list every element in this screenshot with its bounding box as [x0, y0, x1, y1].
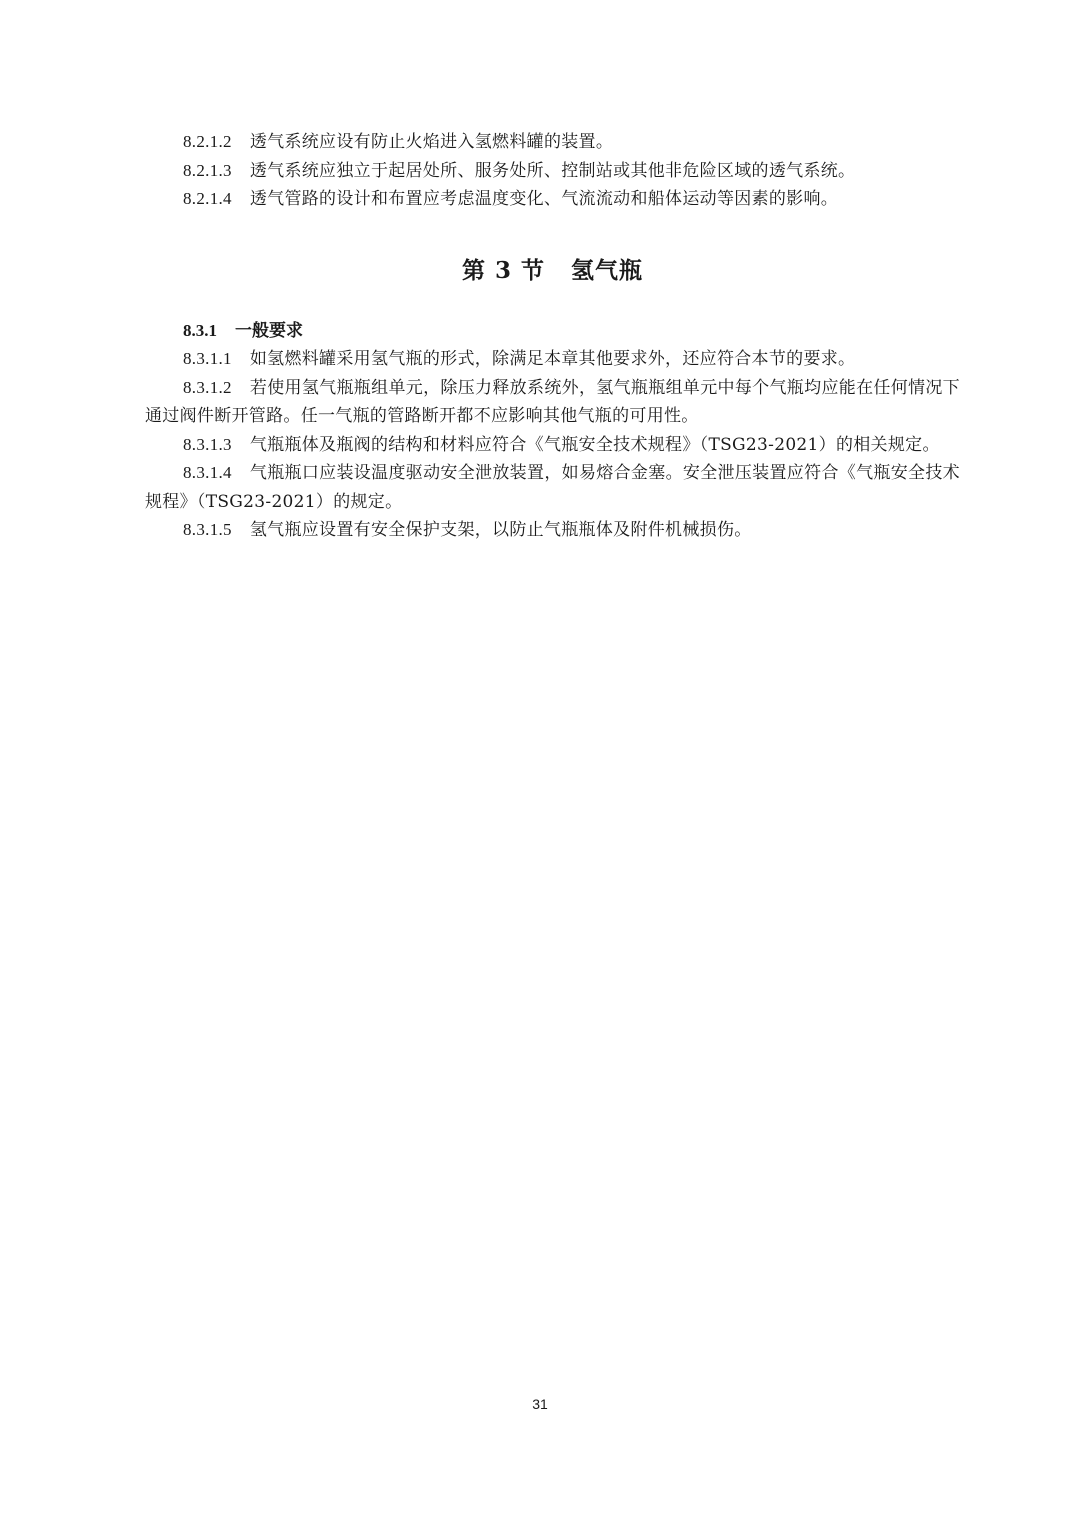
- clause-number: 8.2.1.4: [183, 189, 232, 208]
- clause-8-3-1-3: [145, 431, 960, 460]
- clause-8-3-1-5: [145, 516, 960, 545]
- clause-text: 透气系统应独立于起居处所、服务处所、控制站或其他非危险区域的透气系统。: [249, 160, 856, 181]
- clause-8-3-1-2: [145, 374, 960, 431]
- clause-number: 8.2.1.2: [183, 132, 232, 151]
- clause-text: 透气管路的设计和布置应考虑温度变化、气流流动和船体运动等因素的影响。: [249, 189, 839, 209]
- clause-text: 气瓶瓶口应装设温度驱动安全泄放装置，如易熔合金塞。安全泄压装置应符合《气瓶安全技术规程》（TSG23-2021）的规定。: [145, 463, 960, 512]
- clause-8-2-1-3: [145, 157, 960, 186]
- section-title: [145, 251, 960, 291]
- section-title-name: 氢气瓶: [571, 256, 644, 284]
- clause-text: 如氢燃料罐采用氢气瓶的形式，除满足本章其他要求外，还应符合本节的要求。: [249, 349, 856, 369]
- subsection-number: 8.3.1: [183, 320, 217, 340]
- clause-number: 8.3.1.1: [183, 349, 232, 368]
- clause-8-3-1-4: [145, 459, 960, 516]
- subsection-title: 一般要求: [235, 320, 303, 341]
- page-content: [145, 128, 960, 545]
- clause-text: 氢气瓶应设置有安全保护支架，以防止气瓶瓶体及附件机械损伤。: [249, 520, 752, 540]
- clause-number: 8.3.1.3: [183, 434, 232, 454]
- clause-text: 若使用氢气瓶瓶组单元，除压力释放系统外，氢气瓶瓶组单元中每个气瓶均应能在任何情况下通过阀件断开管路。任一气瓶的管路断开都不应影响其他气瓶的可用性。: [145, 377, 960, 426]
- clause-number: 8.2.1.3: [183, 160, 232, 180]
- page-number: 31: [532, 1396, 548, 1412]
- clause-text: 气瓶瓶体及瓶阀的结构和材料应符合《气瓶安全技术规程》（TSG23-2021）的相关规定。: [249, 434, 940, 455]
- section-title-prefix: 第 3 节: [461, 256, 546, 284]
- clause-8-2-1-2: [145, 128, 960, 157]
- clause-8-3-1-1: [145, 345, 960, 374]
- clause-number: 8.3.1.5: [183, 520, 232, 539]
- clause-8-2-1-4: [145, 185, 960, 214]
- clause-text: 透气系统应设有防止火焰进入氢燃料罐的装置。: [249, 132, 614, 152]
- subsection-heading: [145, 317, 960, 346]
- clause-number: 8.3.1.4: [183, 463, 232, 482]
- clause-number: 8.3.1.2: [183, 377, 232, 397]
